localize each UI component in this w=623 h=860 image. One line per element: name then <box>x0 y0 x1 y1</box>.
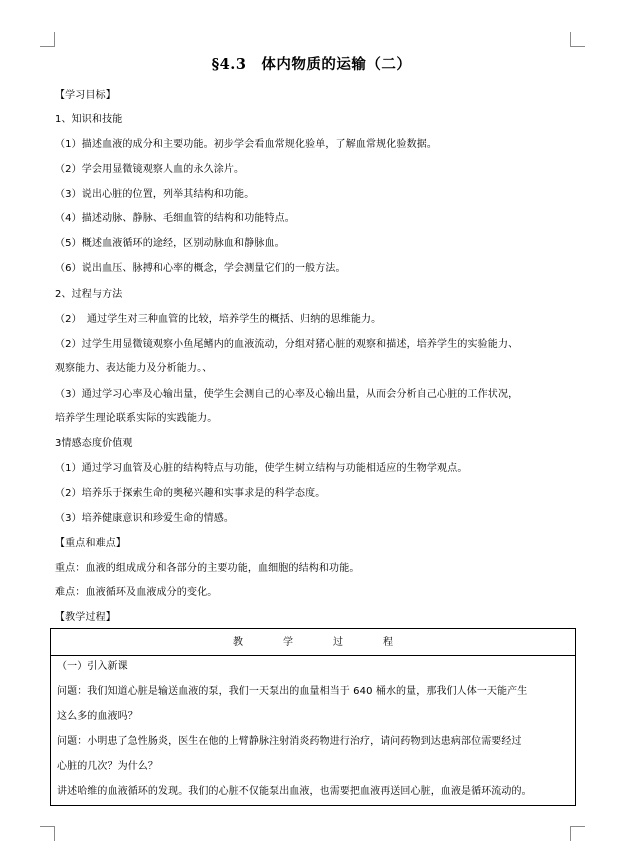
table-line: （一）引入新课 <box>57 661 128 672</box>
attitude-item: （2）培养乐于探索生命的奥秘兴趣和实事求是的科学态度。 <box>55 488 326 499</box>
process-item: （2） 通过学生对三种血管的比较，培养学生的概括、归纳的思维能力。 <box>55 314 382 325</box>
attitude-heading: 3情感态度价值观 <box>55 438 133 449</box>
knowledge-item: （6）说出血压、脉搏和心率的概念，学会测量它们的一般方法。 <box>55 263 346 274</box>
process-heading: 2、过程与方法 <box>55 289 123 300</box>
keypoints-heading: 【重点和难点】 <box>55 538 127 549</box>
table-header-char: 过 <box>333 637 343 648</box>
process-item: 培养学生理论联系实际的实践能力。 <box>55 413 218 424</box>
attitude-item: （1）通过学习血管及心脏的结构特点与功能，使学生树立结构与功能相适应的生物学观点。 <box>55 463 468 474</box>
keypoint-item: 难点：血液循环及血液成分的变化。 <box>55 587 218 598</box>
knowledge-heading: 1、知识和技能 <box>55 114 123 125</box>
process-item: （3）通过学习心率及心输出量，使学生会测自己的心率及心输出量，从而会分析自己心脏的工作状况， <box>55 389 519 400</box>
process-item: 观察能力、表达能力及分析能力。、 <box>55 363 213 374</box>
table-header-char: 程 <box>383 637 393 648</box>
teaching-process-table <box>50 628 576 806</box>
table-line: 这么多的血液吗？ <box>57 711 138 722</box>
knowledge-item: （2）学会用显微镜观察人血的永久涂片。 <box>55 164 245 175</box>
table-header-char: 学 <box>283 637 293 648</box>
knowledge-item: （3）说出心脏的位置，列举其结构和功能。 <box>55 189 255 200</box>
crop-mark-bottom-left <box>40 826 55 841</box>
process-item: （2）过学生用显微镜观察小鱼尾鳍内的血液流动，分组对猪心脏的观察和描述，培养学生的实验能力、 <box>55 339 519 350</box>
table-line: 问题：小明患了急性肠炎，医生在他的上臂静脉注射消炎药物进行治疗，请问药物到达患病部位需要经过 <box>57 736 522 747</box>
page-title: §4.3 体内物质的运输（二） <box>211 56 412 73</box>
table-header <box>51 629 575 656</box>
knowledge-item: （5）概述血液循环的途经，区别动脉血和静脉血。 <box>55 238 285 249</box>
table-line: 问题：我们知道心脏是输送血液的泵，我们一天泵出的血量相当于 640 桶水的量，那我们人体一天能产生 <box>57 686 528 697</box>
teaching-process-heading: 【教学过程】 <box>55 612 116 623</box>
crop-mark-top-right <box>570 32 585 47</box>
table-header-char: 教 <box>233 637 243 648</box>
table-line: 讲述哈维的血液循环的发现。我们的心脏不仅能泵出血液，也需要把血液再送回心脏，血液是循环流动的。 <box>57 786 532 797</box>
knowledge-item: （4）描述动脉、静脉、毛细血管的结构和功能特点。 <box>55 213 295 224</box>
table-line: 心脏的几次？为什么？ <box>57 761 158 772</box>
crop-mark-top-left <box>40 32 55 47</box>
goals-heading: 【学习目标】 <box>55 90 116 101</box>
knowledge-item: （1）描述血液的成分和主要功能。初步学会看血常规化验单，了解血常规化验数据。 <box>55 139 438 150</box>
attitude-item: （3）培养健康意识和珍爱生命的情感。 <box>55 513 235 524</box>
keypoint-item: 重点：血液的组成成分和各部分的主要功能，血细胞的结构和功能。 <box>55 563 360 574</box>
crop-mark-bottom-right <box>570 826 585 841</box>
